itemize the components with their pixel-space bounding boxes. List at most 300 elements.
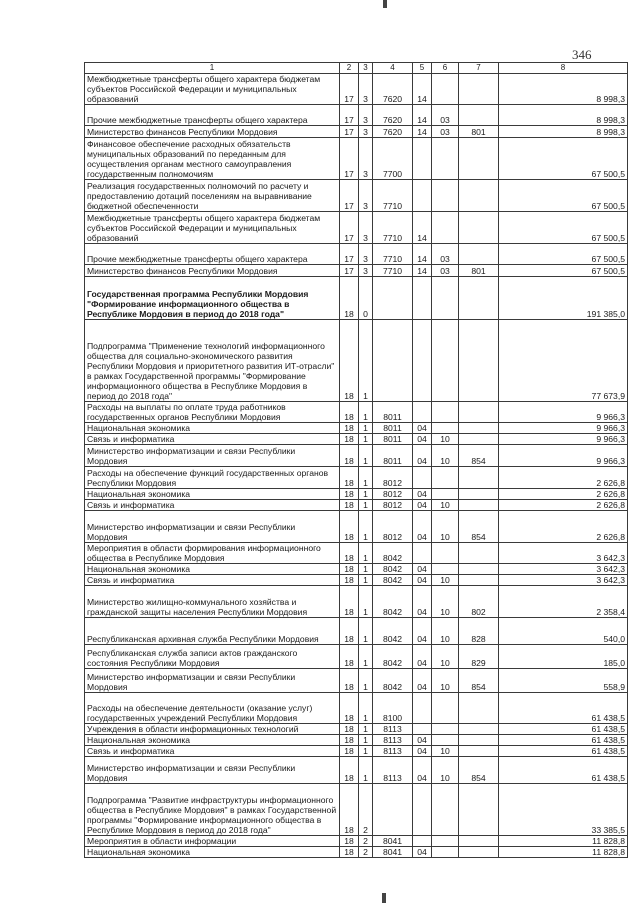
amount-cell: 77 673,9 <box>499 320 628 402</box>
amount-cell: 67 500,5 <box>499 265 628 277</box>
column-header: 2 <box>340 63 359 74</box>
subprogram-code-cell: 1 <box>359 500 373 511</box>
subprogram-code-cell: 1 <box>359 423 373 434</box>
target-article-cell: 7620 <box>373 126 413 138</box>
amount-cell: 11 828,8 <box>499 836 628 847</box>
row-name-cell: Национальная экономика <box>85 564 340 575</box>
section-code-cell: 18 <box>340 500 359 511</box>
chapter-cell <box>413 402 432 423</box>
amount-cell: 61 438,5 <box>499 746 628 757</box>
ministry-code-cell: 828 <box>459 618 499 645</box>
subchapter-cell <box>432 423 459 434</box>
subprogram-code-cell: 3 <box>359 138 373 180</box>
ministry-code-cell <box>459 500 499 511</box>
row-name-cell: Реализация государственных полномочий по расчету и предоставлению дотаций поселениям на выравнивание бюджетной обеспеченности <box>85 180 340 212</box>
ministry-code-cell <box>459 489 499 500</box>
section-code-cell: 17 <box>340 244 359 265</box>
subchapter-cell: 10 <box>432 500 459 511</box>
target-article-cell: 8012 <box>373 489 413 500</box>
chapter-cell: 04 <box>413 575 432 586</box>
target-article-cell: 8042 <box>373 586 413 618</box>
subchapter-cell <box>432 735 459 746</box>
chapter-cell: 14 <box>413 212 432 244</box>
ministry-code-cell <box>459 180 499 212</box>
subchapter-cell <box>432 74 459 105</box>
section-code-cell: 18 <box>340 402 359 423</box>
section-code-cell: 18 <box>340 836 359 847</box>
target-article-cell <box>373 277 413 320</box>
subchapter-cell <box>432 847 459 858</box>
chapter-cell: 04 <box>413 746 432 757</box>
row-name-cell: Прочие межбюджетные трансферты общего характера <box>85 105 340 126</box>
row-name-cell: Министерство информатизации и связи Республики Мордовия <box>85 445 340 467</box>
row-name-cell: Министерство финансов Республики Мордовия <box>85 126 340 138</box>
ministry-code-cell <box>459 467 499 489</box>
chapter-cell <box>413 836 432 847</box>
amount-cell: 3 642,3 <box>499 564 628 575</box>
table-row <box>85 586 628 618</box>
chapter-cell: 04 <box>413 445 432 467</box>
amount-cell: 3 642,3 <box>499 575 628 586</box>
target-article-cell: 8042 <box>373 543 413 564</box>
subprogram-code-cell: 1 <box>359 746 373 757</box>
chapter-cell <box>413 467 432 489</box>
target-article-cell: 7700 <box>373 138 413 180</box>
chapter-cell <box>413 543 432 564</box>
table-row <box>85 847 628 858</box>
amount-cell: 2 626,8 <box>499 500 628 511</box>
ministry-code-cell: 802 <box>459 586 499 618</box>
row-name-cell: Мероприятия в области формирования информационного общества в Республике Мордовия <box>85 543 340 564</box>
target-article-cell: 8011 <box>373 423 413 434</box>
section-code-cell: 18 <box>340 746 359 757</box>
row-name-cell: Министерство информатизации и связи Республики Мордовия <box>85 669 340 693</box>
target-article-cell: 7620 <box>373 74 413 105</box>
amount-cell: 11 828,8 <box>499 847 628 858</box>
column-header: 4 <box>373 63 413 74</box>
chapter-cell: 04 <box>413 511 432 543</box>
row-name-cell: Межбюджетные трансферты общего характера бюджетам субъектов Российской Федерации и муниципальных образований <box>85 212 340 244</box>
target-article-cell <box>373 784 413 836</box>
amount-cell: 2 626,8 <box>499 467 628 489</box>
subprogram-code-cell: 1 <box>359 320 373 402</box>
section-code-cell: 18 <box>340 277 359 320</box>
chapter-cell <box>413 320 432 402</box>
target-article-cell: 8011 <box>373 402 413 423</box>
subprogram-code-cell: 1 <box>359 543 373 564</box>
row-name-cell: Республиканская архивная служба Республики Мордовия <box>85 618 340 645</box>
table-row <box>85 320 628 402</box>
section-code-cell: 18 <box>340 645 359 669</box>
scan-mark-top <box>383 0 387 8</box>
subprogram-code-cell: 1 <box>359 645 373 669</box>
subchapter-cell <box>432 543 459 564</box>
ministry-code-cell: 829 <box>459 645 499 669</box>
subprogram-code-cell: 3 <box>359 265 373 277</box>
subchapter-cell <box>432 836 459 847</box>
section-code-cell: 18 <box>340 784 359 836</box>
row-name-cell: Министерство информатизации и связи Республики Мордовия <box>85 757 340 784</box>
ministry-code-cell <box>459 138 499 180</box>
table-row <box>85 277 628 320</box>
column-header: 7 <box>459 63 499 74</box>
table-row <box>85 434 628 445</box>
column-header: 3 <box>359 63 373 74</box>
subchapter-cell <box>432 402 459 423</box>
table-header-row <box>85 63 628 74</box>
ministry-code-cell <box>459 575 499 586</box>
column-header: 1 <box>85 63 340 74</box>
subchapter-cell <box>432 784 459 836</box>
subprogram-code-cell: 1 <box>359 724 373 735</box>
table-row <box>85 757 628 784</box>
ministry-code-cell <box>459 402 499 423</box>
ministry-code-cell <box>459 836 499 847</box>
subprogram-code-cell: 1 <box>359 564 373 575</box>
subchapter-cell: 10 <box>432 645 459 669</box>
amount-cell: 185,0 <box>499 645 628 669</box>
section-code-cell: 17 <box>340 105 359 126</box>
section-code-cell: 18 <box>340 445 359 467</box>
table-row <box>85 500 628 511</box>
target-article-cell: 8042 <box>373 645 413 669</box>
row-name-cell: Мероприятия в области информации <box>85 836 340 847</box>
table-row <box>85 645 628 669</box>
subprogram-code-cell: 1 <box>359 735 373 746</box>
ministry-code-cell: 854 <box>459 511 499 543</box>
subprogram-code-cell: 3 <box>359 126 373 138</box>
table-row <box>85 467 628 489</box>
subchapter-cell: 10 <box>432 575 459 586</box>
table-row <box>85 511 628 543</box>
amount-cell: 67 500,5 <box>499 138 628 180</box>
subprogram-code-cell: 3 <box>359 74 373 105</box>
row-name-cell: Учреждения в области информационных технологий <box>85 724 340 735</box>
ministry-code-cell <box>459 693 499 724</box>
ministry-code-cell <box>459 320 499 402</box>
target-article-cell: 7620 <box>373 105 413 126</box>
row-name-cell: Расходы на выплаты по оплате труда работников государственных органов Республики Мордовия <box>85 402 340 423</box>
amount-cell: 61 438,5 <box>499 757 628 784</box>
subchapter-cell <box>432 693 459 724</box>
subprogram-code-cell: 3 <box>359 180 373 212</box>
amount-cell: 8 998,3 <box>499 105 628 126</box>
section-code-cell: 17 <box>340 265 359 277</box>
chapter-cell: 14 <box>413 74 432 105</box>
table-row <box>85 445 628 467</box>
table-row <box>85 423 628 434</box>
subchapter-cell <box>432 564 459 575</box>
amount-cell: 3 642,3 <box>499 543 628 564</box>
row-name-cell: Республиканская служба записи актов гражданского состояния Республики Мордовия <box>85 645 340 669</box>
amount-cell: 9 966,3 <box>499 434 628 445</box>
table-row <box>85 669 628 693</box>
subprogram-code-cell: 1 <box>359 669 373 693</box>
section-code-cell: 18 <box>340 511 359 543</box>
amount-cell: 540,0 <box>499 618 628 645</box>
target-article-cell: 7710 <box>373 180 413 212</box>
target-article-cell: 8011 <box>373 434 413 445</box>
section-code-cell: 17 <box>340 180 359 212</box>
chapter-cell: 04 <box>413 423 432 434</box>
table-row <box>85 784 628 836</box>
subprogram-code-cell: 1 <box>359 467 373 489</box>
target-article-cell: 8012 <box>373 467 413 489</box>
amount-cell: 33 385,5 <box>499 784 628 836</box>
subchapter-cell: 10 <box>432 669 459 693</box>
target-article-cell: 7710 <box>373 265 413 277</box>
amount-cell: 2 626,8 <box>499 511 628 543</box>
subchapter-cell <box>432 212 459 244</box>
row-name-cell: Подпрограмма "Применение технологий информационного общества для социально-экономического развития Республики Мордовия и приоритетного развития ИТ-отрасли" в рамках Государственной программы "Формирование информационного общества в Республике Мордовия в период до 2018 года" <box>85 320 340 402</box>
row-name-cell: Министерство информатизации и связи Республики Мордовия <box>85 511 340 543</box>
subprogram-code-cell: 1 <box>359 693 373 724</box>
row-name-cell: Национальная экономика <box>85 489 340 500</box>
ministry-code-cell <box>459 277 499 320</box>
subchapter-cell <box>432 724 459 735</box>
ministry-code-cell: 801 <box>459 126 499 138</box>
subprogram-code-cell: 2 <box>359 836 373 847</box>
target-article-cell: 8011 <box>373 445 413 467</box>
table-row <box>85 138 628 180</box>
subprogram-code-cell: 1 <box>359 757 373 784</box>
subchapter-cell <box>432 180 459 212</box>
target-article-cell: 8113 <box>373 735 413 746</box>
amount-cell: 558,9 <box>499 669 628 693</box>
subprogram-code-cell: 1 <box>359 511 373 543</box>
table-row <box>85 402 628 423</box>
section-code-cell: 18 <box>340 586 359 618</box>
section-code-cell: 18 <box>340 489 359 500</box>
target-article-cell <box>373 320 413 402</box>
ministry-code-cell: 854 <box>459 757 499 784</box>
subchapter-cell: 10 <box>432 434 459 445</box>
ministry-code-cell <box>459 105 499 126</box>
subchapter-cell <box>432 467 459 489</box>
target-article-cell: 8100 <box>373 693 413 724</box>
ministry-code-cell <box>459 74 499 105</box>
chapter-cell: 14 <box>413 126 432 138</box>
section-code-cell: 18 <box>340 423 359 434</box>
section-code-cell: 17 <box>340 138 359 180</box>
section-code-cell: 18 <box>340 564 359 575</box>
target-article-cell: 8042 <box>373 564 413 575</box>
subprogram-code-cell: 2 <box>359 784 373 836</box>
table-row <box>85 693 628 724</box>
page-number: 346 <box>572 47 592 62</box>
row-name-cell: Расходы на обеспечение деятельности (оказание услуг) государственных учреждений Республики Мордовия <box>85 693 340 724</box>
section-code-cell: 17 <box>340 126 359 138</box>
chapter-cell: 04 <box>413 757 432 784</box>
amount-cell: 61 438,5 <box>499 693 628 724</box>
ministry-code-cell: 854 <box>459 445 499 467</box>
subprogram-code-cell: 1 <box>359 402 373 423</box>
row-name-cell: Подпрограмма "Развитие инфраструктуры информационного общества в Республике Мордовия" в рамках Государственной программы "Формирование информационного общества в Республике Мордовия в период до 2018 года" <box>85 784 340 836</box>
subprogram-code-cell: 1 <box>359 618 373 645</box>
target-article-cell: 8113 <box>373 724 413 735</box>
subprogram-code-cell: 1 <box>359 586 373 618</box>
subchapter-cell: 10 <box>432 746 459 757</box>
ministry-code-cell <box>459 784 499 836</box>
ministry-code-cell <box>459 543 499 564</box>
amount-cell: 61 438,5 <box>499 735 628 746</box>
section-code-cell: 18 <box>340 320 359 402</box>
amount-cell: 9 966,3 <box>499 402 628 423</box>
table-row <box>85 564 628 575</box>
ministry-code-cell: 801 <box>459 265 499 277</box>
table-row <box>85 836 628 847</box>
subchapter-cell: 10 <box>432 757 459 784</box>
chapter-cell: 04 <box>413 586 432 618</box>
chapter-cell: 04 <box>413 847 432 858</box>
subchapter-cell <box>432 489 459 500</box>
subprogram-code-cell: 1 <box>359 434 373 445</box>
column-header: 6 <box>432 63 459 74</box>
subprogram-code-cell: 1 <box>359 445 373 467</box>
subchapter-cell <box>432 138 459 180</box>
subchapter-cell <box>432 320 459 402</box>
target-article-cell: 8042 <box>373 669 413 693</box>
chapter-cell: 04 <box>413 645 432 669</box>
row-name-cell: Министерство финансов Республики Мордовия <box>85 265 340 277</box>
section-code-cell: 17 <box>340 212 359 244</box>
chapter-cell: 04 <box>413 564 432 575</box>
target-article-cell: 8042 <box>373 618 413 645</box>
subchapter-cell: 10 <box>432 511 459 543</box>
table-row <box>85 126 628 138</box>
amount-cell: 9 966,3 <box>499 423 628 434</box>
row-name-cell: Связь и информатика <box>85 500 340 511</box>
table-row <box>85 265 628 277</box>
chapter-cell: 04 <box>413 489 432 500</box>
subprogram-code-cell: 0 <box>359 277 373 320</box>
ministry-code-cell: 854 <box>459 669 499 693</box>
ministry-code-cell <box>459 434 499 445</box>
target-article-cell: 7710 <box>373 212 413 244</box>
target-article-cell: 8012 <box>373 500 413 511</box>
subchapter-cell: 10 <box>432 445 459 467</box>
chapter-cell: 04 <box>413 735 432 746</box>
amount-cell: 67 500,5 <box>499 244 628 265</box>
subprogram-code-cell: 3 <box>359 105 373 126</box>
table-row <box>85 724 628 735</box>
chapter-cell <box>413 180 432 212</box>
amount-cell: 67 500,5 <box>499 212 628 244</box>
target-article-cell: 7710 <box>373 244 413 265</box>
table-row <box>85 489 628 500</box>
ministry-code-cell <box>459 212 499 244</box>
section-code-cell: 17 <box>340 74 359 105</box>
chapter-cell: 04 <box>413 434 432 445</box>
row-name-cell: Государственная программа Республики Мордовия "Формирование информационного общества в Республике Мордовия в период до 2018 года" <box>85 277 340 320</box>
target-article-cell: 8113 <box>373 757 413 784</box>
chapter-cell <box>413 277 432 320</box>
subprogram-code-cell: 1 <box>359 489 373 500</box>
target-article-cell: 8041 <box>373 836 413 847</box>
table-row <box>85 618 628 645</box>
chapter-cell <box>413 784 432 836</box>
amount-cell: 9 966,3 <box>499 445 628 467</box>
subchapter-cell: 10 <box>432 586 459 618</box>
chapter-cell: 04 <box>413 669 432 693</box>
row-name-cell: Министерство жилищно-коммунального хозяйства и гражданской защиты населения Республики Мордовия <box>85 586 340 618</box>
chapter-cell: 04 <box>413 618 432 645</box>
target-article-cell: 8041 <box>373 847 413 858</box>
target-article-cell: 8113 <box>373 746 413 757</box>
chapter-cell: 14 <box>413 244 432 265</box>
row-name-cell: Национальная экономика <box>85 735 340 746</box>
amount-cell: 8 998,3 <box>499 74 628 105</box>
row-name-cell: Межбюджетные трансферты общего характера бюджетам субъектов Российской Федерации и муниципальных образований <box>85 74 340 105</box>
chapter-cell: 04 <box>413 500 432 511</box>
table-row <box>85 575 628 586</box>
row-name-cell: Финансовое обеспечение расходных обязательств муниципальных образований по переданным для осуществления органам местного самоуправления государственным полномочиям <box>85 138 340 180</box>
row-name-cell: Расходы на обеспечение функций государственных органов Республики Мордовия <box>85 467 340 489</box>
subchapter-cell: 03 <box>432 265 459 277</box>
section-code-cell: 18 <box>340 575 359 586</box>
subprogram-code-cell: 3 <box>359 244 373 265</box>
table-row <box>85 543 628 564</box>
section-code-cell: 18 <box>340 467 359 489</box>
subchapter-cell <box>432 277 459 320</box>
table-row <box>85 212 628 244</box>
amount-cell: 8 998,3 <box>499 126 628 138</box>
column-header: 8 <box>499 63 628 74</box>
section-code-cell: 18 <box>340 434 359 445</box>
subchapter-cell: 10 <box>432 618 459 645</box>
ministry-code-cell <box>459 847 499 858</box>
amount-cell: 2 358,4 <box>499 586 628 618</box>
section-code-cell: 18 <box>340 618 359 645</box>
ministry-code-cell <box>459 724 499 735</box>
amount-cell: 61 438,5 <box>499 724 628 735</box>
section-code-cell: 18 <box>340 735 359 746</box>
section-code-cell: 18 <box>340 543 359 564</box>
budget-table <box>84 62 628 858</box>
row-name-cell: Прочие межбюджетные трансферты общего характера <box>85 244 340 265</box>
subprogram-code-cell: 3 <box>359 212 373 244</box>
row-name-cell: Связь и информатика <box>85 746 340 757</box>
chapter-cell: 14 <box>413 265 432 277</box>
subchapter-cell: 03 <box>432 244 459 265</box>
chapter-cell <box>413 693 432 724</box>
row-name-cell: Национальная экономика <box>85 423 340 434</box>
section-code-cell: 18 <box>340 669 359 693</box>
ministry-code-cell <box>459 564 499 575</box>
table-row <box>85 746 628 757</box>
column-header: 5 <box>413 63 432 74</box>
table-row <box>85 735 628 746</box>
subchapter-cell: 03 <box>432 105 459 126</box>
ministry-code-cell <box>459 423 499 434</box>
subprogram-code-cell: 1 <box>359 575 373 586</box>
ministry-code-cell <box>459 244 499 265</box>
section-code-cell: 18 <box>340 757 359 784</box>
chapter-cell <box>413 138 432 180</box>
row-name-cell: Связь и информатика <box>85 434 340 445</box>
row-name-cell: Связь и информатика <box>85 575 340 586</box>
section-code-cell: 18 <box>340 693 359 724</box>
chapter-cell: 14 <box>413 105 432 126</box>
table-row <box>85 105 628 126</box>
table-row <box>85 180 628 212</box>
ministry-code-cell <box>459 746 499 757</box>
amount-cell: 67 500,5 <box>499 180 628 212</box>
table-body <box>85 74 628 858</box>
amount-cell: 191 385,0 <box>499 277 628 320</box>
target-article-cell: 8012 <box>373 511 413 543</box>
row-name-cell: Национальная экономика <box>85 847 340 858</box>
